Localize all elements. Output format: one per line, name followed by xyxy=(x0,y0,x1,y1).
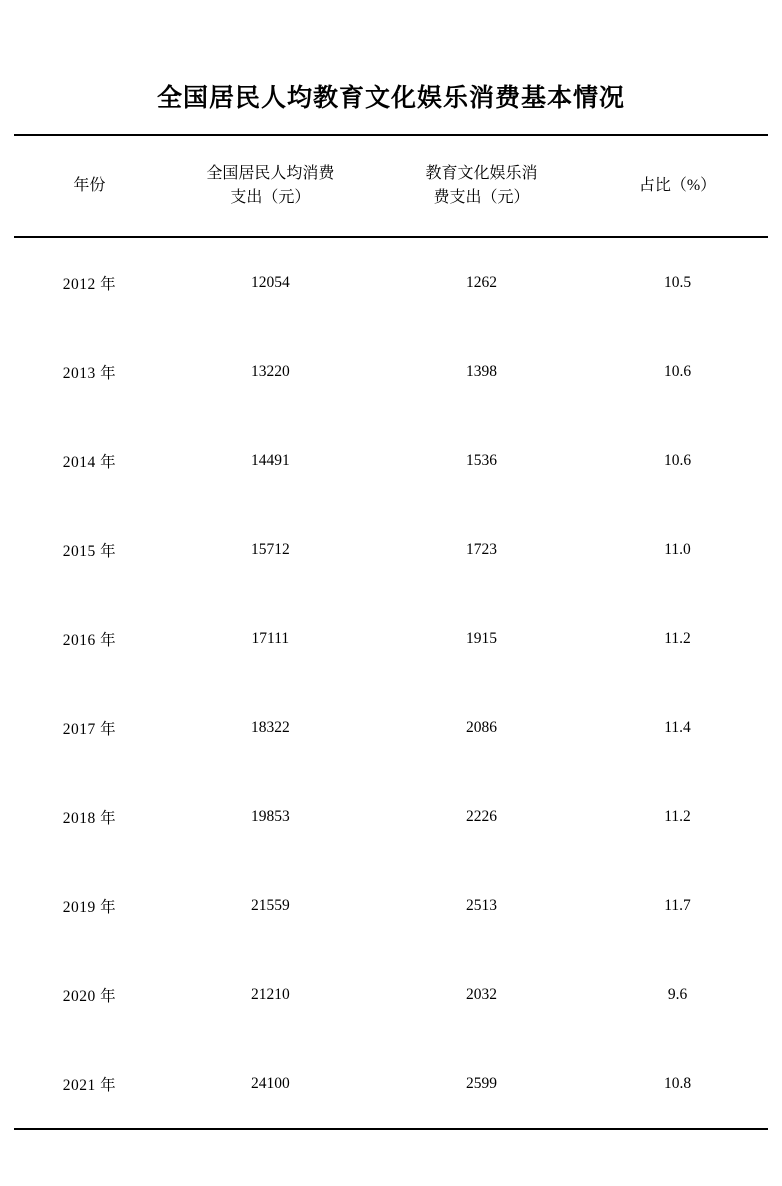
cell-total-expenditure: 17111 xyxy=(251,629,290,647)
cell-year: 2012 年 xyxy=(62,275,117,293)
cell-education-expenditure: 2086 xyxy=(465,718,497,736)
column-header-edu-line1: 教育文化娱乐消 xyxy=(425,165,538,182)
cell-share: 11.7 xyxy=(664,896,691,914)
cell-year: 2016 年 xyxy=(62,631,117,649)
cell-year: 2013 年 xyxy=(62,364,117,382)
table-header xyxy=(14,135,768,237)
column-header-education-expenditure xyxy=(376,135,587,237)
cell-education-expenditure: 1915 xyxy=(465,629,497,647)
column-header-edu-line2: 费支出（元） xyxy=(433,189,530,206)
cell-share: 10.6 xyxy=(663,362,692,380)
cell-total-expenditure: 21210 xyxy=(250,985,290,1003)
cell-total-expenditure: 19853 xyxy=(250,807,290,825)
table-row xyxy=(14,416,768,505)
table-row xyxy=(14,683,768,772)
table-header-row xyxy=(14,135,768,237)
column-header-share-label: 占比（%） xyxy=(638,177,717,194)
cell-total-expenditure: 14491 xyxy=(250,451,290,469)
table-row xyxy=(14,327,768,416)
cell-year: 2014 年 xyxy=(62,453,117,471)
cell-year: 2021 年 xyxy=(14,1039,165,1129)
table-row xyxy=(14,1039,768,1129)
cell-year: 2015 年 xyxy=(62,542,117,560)
cell-year: 2017 年 xyxy=(62,720,117,738)
cell-education-expenditure: 1262 xyxy=(465,273,497,291)
table-row xyxy=(14,594,768,683)
cell-total-expenditure: 12054 xyxy=(250,273,290,291)
cell-share: 10.6 xyxy=(663,451,692,469)
table-row xyxy=(14,505,768,594)
table-row xyxy=(14,772,768,861)
cell-education-expenditure: 2032 xyxy=(465,985,497,1003)
cell-year: 2020 年 xyxy=(62,987,117,1005)
table-body xyxy=(14,237,768,1129)
table-row xyxy=(14,861,768,950)
cell-share: 10.5 xyxy=(663,273,692,291)
cell-total-expenditure: 18322 xyxy=(250,718,290,736)
column-header-share xyxy=(587,135,768,237)
cell-education-expenditure: 2226 xyxy=(465,807,497,825)
consumption-statistics-table xyxy=(14,134,768,1130)
cell-share: 11.2 xyxy=(664,629,691,647)
cell-year: 2019 年 xyxy=(62,898,117,916)
cell-share: 11.2 xyxy=(664,807,691,825)
cell-share: 10.8 xyxy=(587,1039,768,1129)
cell-share: 11.4 xyxy=(664,718,691,736)
table-row xyxy=(14,950,768,1039)
column-header-total-line1: 全国居民人均消费 xyxy=(206,165,335,182)
column-header-total-expenditure xyxy=(165,135,376,237)
cell-education-expenditure: 1723 xyxy=(465,540,497,558)
cell-year: 2018 年 xyxy=(62,809,117,827)
cell-total-expenditure: 24100 xyxy=(165,1039,376,1129)
column-header-total-line2: 支出（元） xyxy=(230,189,311,206)
cell-education-expenditure: 1398 xyxy=(465,362,497,380)
cell-share: 9.6 xyxy=(667,985,688,1003)
cell-total-expenditure: 15712 xyxy=(250,540,290,558)
cell-education-expenditure: 2513 xyxy=(465,896,497,914)
column-header-year-label: 年份 xyxy=(73,177,106,194)
page-title: 全国居民人均教育文化娱乐消费基本情况 xyxy=(156,85,625,112)
cell-education-expenditure: 2599 xyxy=(376,1039,587,1129)
column-header-year xyxy=(14,135,165,237)
cell-total-expenditure: 21559 xyxy=(250,896,290,914)
cell-education-expenditure: 1536 xyxy=(465,451,497,469)
cell-share: 11.0 xyxy=(664,540,691,558)
cell-total-expenditure: 13220 xyxy=(250,362,290,380)
table-row xyxy=(14,237,768,327)
